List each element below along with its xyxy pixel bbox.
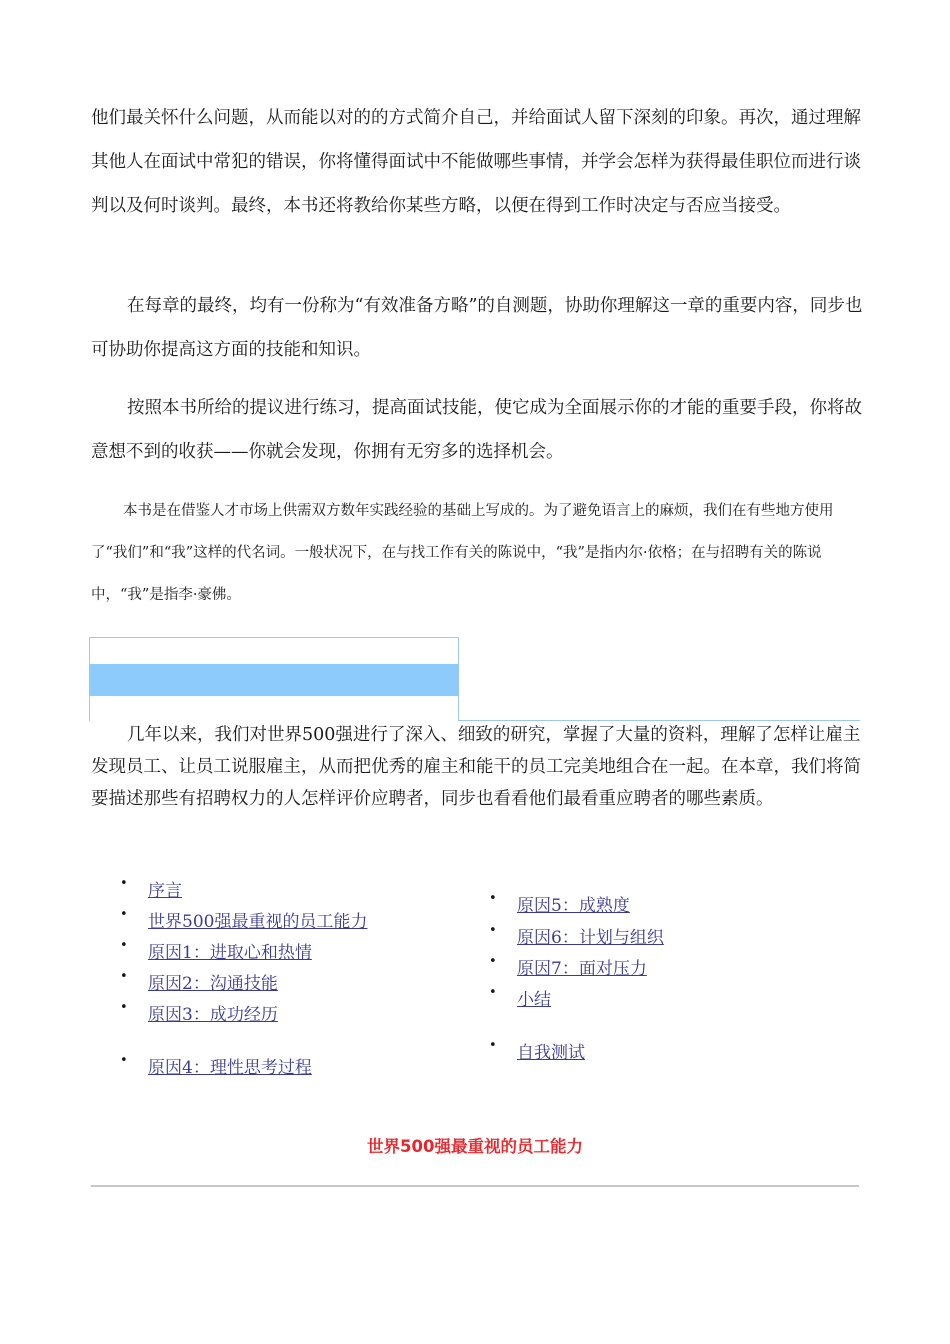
toc-link-abilities[interactable]: 世界500强最重视的员工能力 [148, 912, 368, 932]
toc-link-reason-1[interactable]: 原因1：进取心和热情 [148, 943, 312, 963]
toc-link-reason-3[interactable]: 原因3：成功经历 [148, 1005, 278, 1025]
toc-link-summary[interactable]: 小结 [517, 990, 551, 1010]
author-note [91, 490, 851, 616]
bullet-icon: • [120, 1000, 128, 1015]
paragraph-practice-text: 按照本书所给的提议进行练习，提高面试技能，使它成为全面展示你的才能的重要手段，你将故意想不到的收获——你就会发现，你拥有无穷多的选择机会。 [91, 398, 862, 462]
bullet-icon: • [489, 891, 497, 906]
bullet-icon: • [489, 1038, 497, 1053]
list-item [489, 985, 551, 1010]
list-item [120, 969, 278, 994]
bullet-icon: • [120, 876, 128, 891]
toc-link-reason-4[interactable]: 原因4：理性思考过程 [148, 1058, 312, 1078]
table-row [90, 638, 458, 664]
table-row-highlight [90, 664, 458, 696]
toc-link-reason-2[interactable]: 原因2：沟通技能 [148, 974, 278, 994]
section-title: 世界500强最重视的员工能力 [367, 1137, 583, 1156]
paragraph-chapter-intro [91, 719, 863, 815]
toc-link-reason-7[interactable]: 原因7：面对压力 [517, 959, 647, 979]
list-item [120, 938, 312, 963]
bullet-icon: • [489, 923, 497, 938]
paragraph-chapter-intro-text: 几年以来，我们对世界500强进行了深入、细致的研究，掌握了大量的资料，理解了怎样让雇主发现员工、让员工说服雇主，从而把优秀的雇主和能干的员工完美地组合在一起。在本章，我们将简要描述那些有招聘权力的人怎样评价应聘者，同步也看看他们最看重应聘者的哪些素质。 [91, 725, 861, 809]
paragraph-intro-continued: 他们最关怀什么问题，从而能以对的的方式简介自己，并给面试人留下深刻的印象。再次，通过理解其他人在面试中常犯的错误，你将懂得面试中不能做哪些事情，并学会怎样为获得最佳职位而进行谈判以及何时谈判。最终，本书还将教给你某些方略，以便在得到工作时决定与否应当接受。 [91, 108, 861, 216]
toc-link-self-test[interactable]: 自我测试 [517, 1043, 585, 1063]
paragraph-self-test [91, 284, 863, 372]
paragraph-self-test-text: 在每章的最终，均有一份称为“有效准备方略”的自测题，协助你理解这一章的重要内容，同步也可协助你提高这方面的技能和知识。 [91, 296, 863, 360]
bullet-icon: • [120, 969, 128, 984]
bullet-icon: • [120, 938, 128, 953]
list-item [489, 954, 647, 979]
author-note-text: 本书是在借鉴人才市场上供需双方数年实践经验的基础上写成的。为了避免语言上的麻烦，我们在有些地方使用了“我们”和“我”这样的代名词。一般状况下，在与找工作有关的陈说中，“我”是指内尔·依格；在与招聘有关的陈说中，“我”是指李·豪佛。 [91, 503, 834, 603]
list-item [120, 907, 368, 932]
list-item [489, 891, 630, 916]
list-item [120, 876, 182, 901]
blank-table-box [89, 637, 459, 721]
paragraph-practice [91, 386, 863, 474]
toc-link-reason-6[interactable]: 原因6：计划与组织 [517, 928, 664, 948]
horizontal-rule [91, 1185, 859, 1187]
bullet-icon: • [120, 1053, 128, 1068]
list-item [120, 1053, 312, 1078]
toc-link-preface[interactable]: 序言 [148, 881, 182, 901]
toc-link-reason-5[interactable]: 原因5：成熟度 [517, 896, 630, 916]
list-item [489, 923, 664, 948]
bullet-icon: • [489, 985, 497, 1000]
bullet-icon: • [120, 907, 128, 922]
list-item [120, 1000, 278, 1025]
bullet-icon: • [489, 954, 497, 969]
list-item [489, 1038, 585, 1063]
